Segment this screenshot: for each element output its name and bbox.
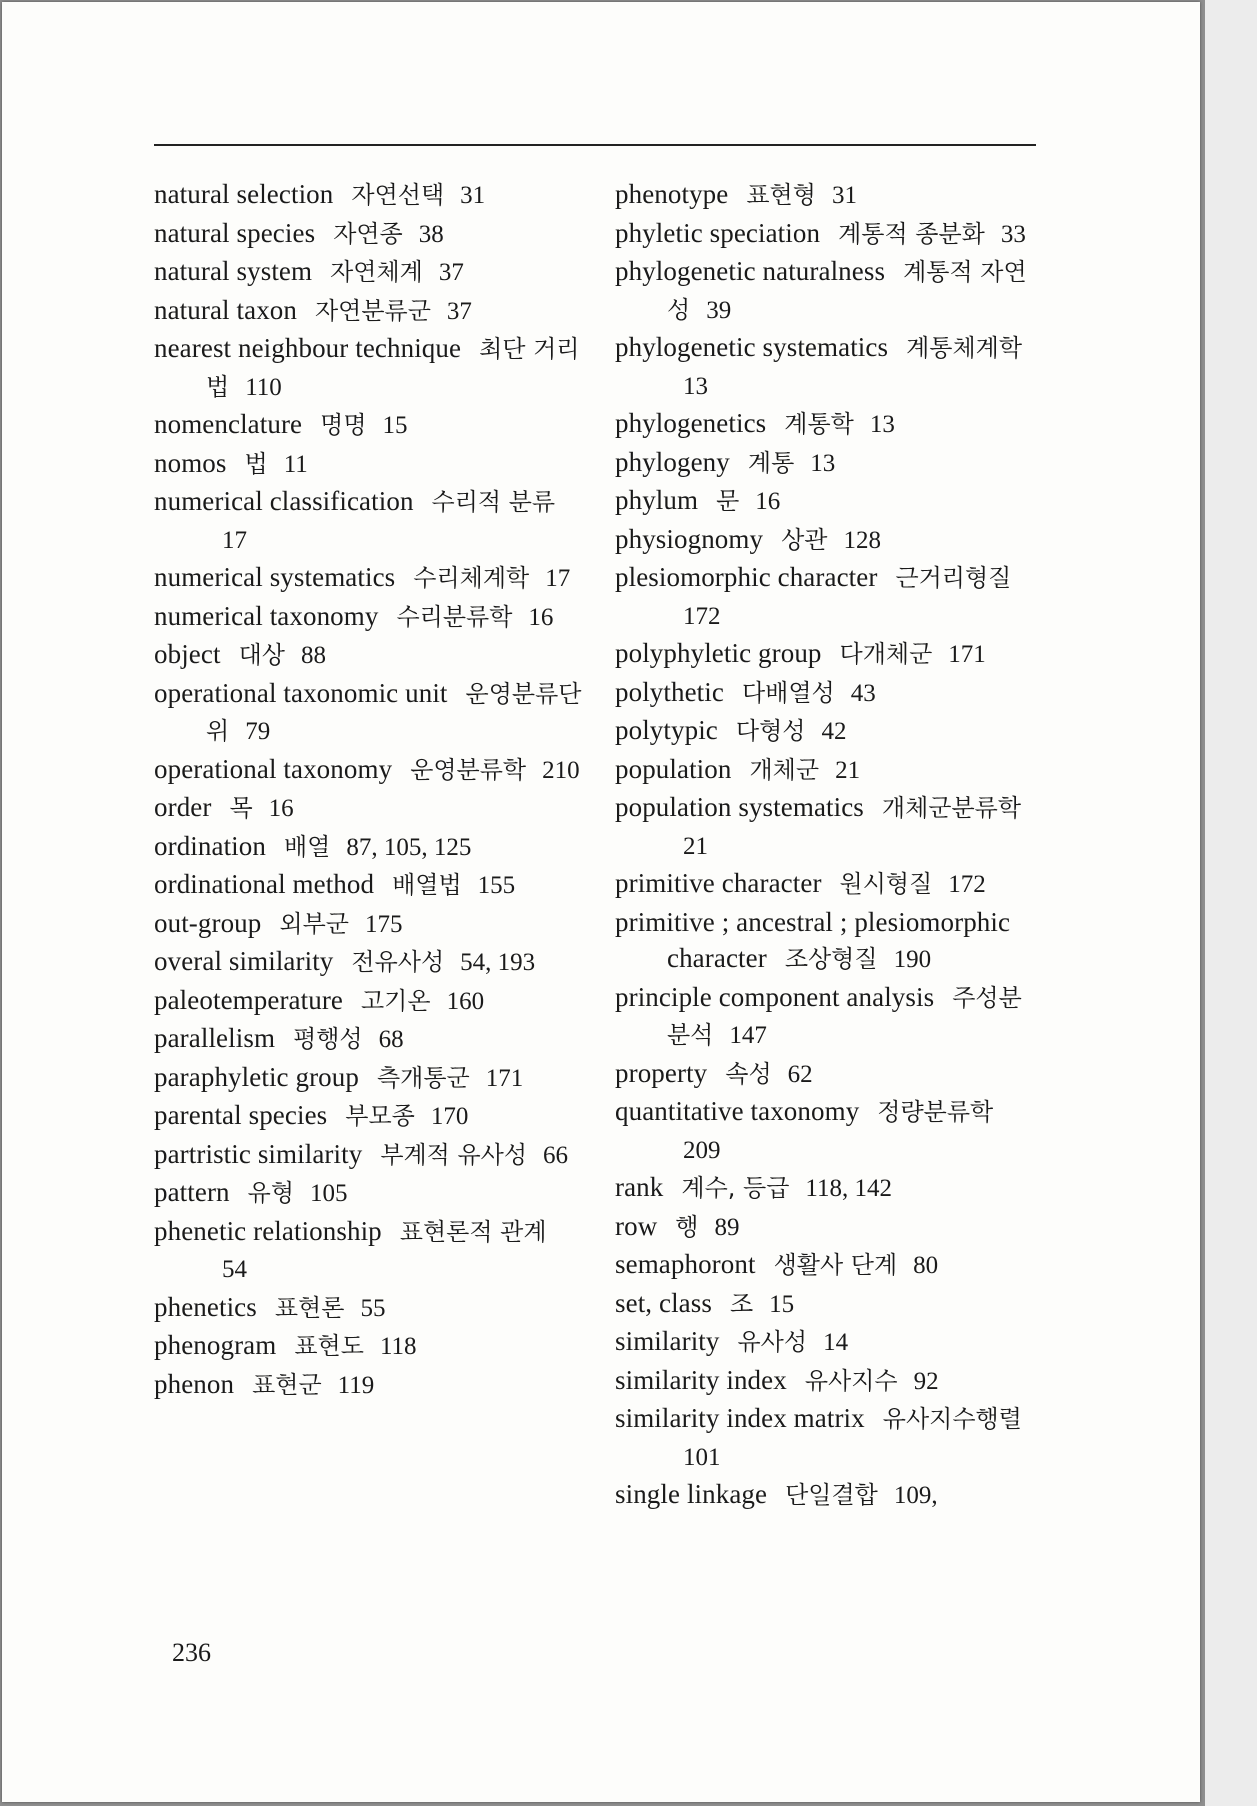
index-korean: 단일결합	[785, 1481, 878, 1509]
index-column-left	[154, 176, 584, 1404]
index-korean: 부계적 유사성	[380, 1140, 528, 1169]
index-term: primitive character	[615, 868, 822, 898]
index-pages: 119	[337, 1371, 375, 1399]
index-korean: 배열법	[392, 871, 462, 899]
index-korean: 자연분류군	[315, 296, 431, 325]
index-term: natural selection	[154, 179, 334, 209]
index-entry	[154, 905, 584, 944]
index-entry	[154, 982, 584, 1021]
index-entry	[615, 405, 1045, 444]
index-term: phyletic speciation	[615, 217, 821, 248]
index-pages: 43	[850, 679, 876, 707]
document-page	[2, 2, 1200, 1802]
index-term: phylogeny	[615, 446, 730, 477]
index-term: natural species	[154, 217, 316, 248]
index-term: population systematics	[615, 792, 864, 822]
index-entry	[615, 1323, 1045, 1362]
index-term: phylogenetic systematics	[615, 332, 889, 362]
index-term: physiognomy	[615, 523, 764, 554]
index-pages: 15	[382, 412, 408, 439]
index-korean: 유사지수	[804, 1366, 898, 1395]
index-korean: 정량분류학	[877, 1098, 994, 1126]
index-entry	[154, 943, 584, 982]
index-term: phylum	[615, 485, 699, 515]
index-entry	[615, 751, 1045, 790]
index-term: operational taxonomy	[154, 753, 393, 784]
index-korean: 수리분류학	[396, 602, 513, 631]
index-term: property	[615, 1057, 708, 1088]
index-term: primitive ; ancestral ; plesiomorphic character	[615, 906, 1011, 973]
index-entry	[615, 559, 1045, 635]
index-entry	[154, 176, 584, 215]
index-korean: 주성분 분석	[667, 983, 1022, 1049]
index-entry	[615, 674, 1045, 713]
index-korean: 표현형	[746, 181, 816, 209]
index-entry	[154, 1097, 584, 1136]
index-korean: 계통체계학	[906, 334, 1023, 362]
index-korean: 운영분류학	[410, 755, 527, 784]
index-term: quantitative taxonomy	[615, 1096, 860, 1126]
index-pages: 13	[683, 372, 708, 400]
index-korean: 유사지수행렬	[882, 1405, 1022, 1433]
index-pages: 105	[310, 1180, 348, 1207]
index-entry	[615, 1093, 1045, 1169]
index-korean: 표현군	[252, 1370, 322, 1399]
index-entry	[615, 865, 1045, 904]
page-number: 236	[172, 1638, 211, 1667]
index-korean: 다형성	[735, 717, 806, 745]
index-term: order	[154, 792, 212, 822]
index-entry	[615, 1362, 1045, 1401]
index-entry	[615, 176, 1045, 215]
index-entry	[615, 1476, 1045, 1515]
index-term: population	[615, 753, 732, 784]
index-pages: 147	[729, 1022, 767, 1049]
index-term: similarity index matrix	[615, 1403, 865, 1433]
index-entry	[615, 521, 1045, 560]
index-term: phenogram	[154, 1330, 277, 1360]
index-entry	[154, 1366, 584, 1405]
index-pages: 80	[913, 1252, 939, 1279]
index-pages: 101	[683, 1443, 721, 1471]
index-term: paleotemperature	[154, 984, 343, 1015]
index-term: set, class	[615, 1287, 712, 1318]
index-korean: 자연체계	[330, 258, 423, 286]
index-pages: 37	[438, 259, 464, 286]
index-korean: 자연종	[333, 219, 403, 248]
index-term: principle component analysis	[615, 981, 935, 1012]
index-korean: 전유사성	[351, 948, 445, 976]
index-entry	[154, 1059, 584, 1098]
index-pages: 62	[787, 1060, 813, 1088]
index-korean: 명명	[320, 411, 367, 439]
index-pages: 88	[300, 642, 326, 669]
index-korean: 외부군	[279, 909, 349, 938]
index-pages: 68	[378, 1026, 404, 1053]
scrollbar[interactable]	[1205, 0, 1257, 1806]
index-term: nomos	[154, 447, 227, 478]
index-korean: 원시형질	[839, 870, 933, 898]
index-entry	[615, 635, 1045, 674]
index-pages: 16	[528, 603, 554, 631]
index-pages: 33	[1000, 220, 1026, 248]
index-entry	[154, 406, 584, 445]
index-entry	[615, 1169, 1045, 1208]
index-pages: 14	[823, 1329, 849, 1356]
index-korean: 계통	[747, 448, 795, 477]
index-korean: 표현도	[294, 1332, 364, 1360]
index-korean: 대상	[238, 641, 285, 669]
index-term: parental species	[154, 1100, 328, 1130]
index-term: out-group	[154, 907, 262, 938]
index-pages: 55	[360, 1294, 386, 1322]
index-korean: 자연선택	[351, 181, 445, 209]
index-entry	[154, 559, 584, 598]
index-korean: 근거리형질	[895, 564, 1012, 592]
index-term: nearest neighbour technique	[154, 333, 462, 363]
index-pages: 89	[714, 1213, 740, 1241]
index-pages: 209	[683, 1136, 721, 1164]
index-term: natural system	[154, 256, 313, 286]
index-entry	[154, 292, 584, 331]
index-term: single linkage	[615, 1479, 768, 1509]
index-pages: 79	[245, 718, 271, 745]
index-korean: 고기온	[361, 986, 431, 1015]
index-entry	[154, 253, 584, 292]
index-pages: 31	[460, 182, 486, 209]
index-column-right	[615, 176, 1045, 1515]
index-korean: 상관	[781, 525, 828, 554]
index-term: polytypic	[615, 715, 718, 745]
index-pages: 160	[446, 987, 485, 1015]
index-pages: 172	[683, 602, 721, 630]
index-entry	[154, 636, 584, 675]
index-pages: 17	[222, 526, 247, 554]
index-term: operational taxonomic unit	[154, 677, 448, 708]
index-korean: 조상형질	[784, 945, 878, 973]
index-korean: 개체군분류학	[881, 794, 1022, 822]
index-pages: 66	[543, 1141, 569, 1169]
index-pages: 21	[683, 832, 708, 860]
index-term: pattern	[154, 1177, 230, 1207]
index-entry	[154, 483, 584, 559]
index-entry	[615, 1285, 1045, 1324]
index-korean: 개체군	[749, 755, 820, 784]
index-korean: 수리적 분류	[431, 488, 556, 516]
index-korean: 문	[716, 487, 740, 515]
index-entry	[615, 1400, 1045, 1476]
index-korean: 유형	[247, 1179, 295, 1207]
index-entry	[615, 712, 1045, 751]
index-term: semaphoront	[615, 1249, 756, 1279]
index-korean: 조	[729, 1289, 754, 1318]
index-pages: 39	[706, 296, 732, 324]
index-korean: 부모종	[345, 1102, 415, 1130]
index-korean: 다개체군	[839, 640, 933, 668]
index-entry	[154, 789, 584, 828]
index-pages: 109,	[893, 1482, 938, 1509]
index-term: phenotype	[615, 179, 729, 209]
index-pages: 171	[485, 1064, 524, 1092]
index-pages: 170	[430, 1103, 469, 1130]
index-term: numerical classification	[154, 486, 414, 516]
index-pages: 11	[283, 450, 308, 478]
index-entry	[154, 215, 584, 254]
index-pages: 37	[446, 297, 472, 325]
index-term: polythetic	[615, 676, 724, 707]
index-term: natural taxon	[154, 294, 297, 325]
index-term: object	[154, 639, 221, 669]
index-entry	[154, 1020, 584, 1059]
index-term: rank	[615, 1172, 664, 1202]
index-entry	[154, 1174, 584, 1213]
index-term: numerical taxonomy	[154, 600, 379, 631]
index-pages: 87, 105, 125	[346, 833, 472, 861]
index-korean: 측개통군	[376, 1063, 470, 1092]
index-pages: 171	[948, 641, 986, 668]
index-entry	[154, 675, 584, 751]
index-korean: 행	[675, 1212, 699, 1241]
index-korean: 운영분류단위	[206, 679, 582, 745]
index-korean: 최단 거리법	[206, 335, 580, 401]
index-entry	[154, 330, 584, 406]
index-pages: 118, 142	[805, 1175, 892, 1202]
index-term: partristic similarity	[154, 1138, 363, 1169]
index-pages: 190	[893, 946, 932, 973]
index-korean: 계통학	[784, 410, 854, 438]
index-term: similarity index	[615, 1364, 787, 1395]
index-pages: 16	[755, 488, 781, 515]
index-korean: 계통적 자연성	[667, 258, 1027, 324]
index-term: phenetic relationship	[154, 1215, 382, 1246]
index-entry	[615, 253, 1045, 329]
index-korean: 속성	[725, 1059, 772, 1088]
index-entry	[615, 329, 1045, 405]
header-rule	[154, 144, 1036, 146]
index-pages: 16	[268, 795, 294, 822]
index-pages: 17	[545, 565, 571, 592]
index-term: ordination	[154, 830, 266, 861]
index-korean: 목	[229, 794, 253, 822]
index-korean: 생활사 단계	[773, 1251, 898, 1279]
index-korean: 계수, 등급	[681, 1174, 790, 1202]
index-korean: 표현론	[274, 1293, 345, 1322]
index-korean: 계통적 종분화	[838, 219, 985, 248]
index-pages: 210	[542, 756, 580, 784]
index-pages: 38	[418, 220, 444, 248]
index-entry	[615, 904, 1045, 979]
index-pages: 118	[379, 1333, 417, 1360]
index-entry	[615, 444, 1045, 483]
index-pages: 31	[831, 182, 857, 209]
index-entry	[615, 1055, 1045, 1094]
index-pages: 54	[222, 1256, 247, 1283]
index-entry	[615, 1246, 1045, 1285]
index-pages: 42	[821, 718, 847, 745]
index-pages: 175	[364, 910, 403, 938]
index-pages: 92	[913, 1367, 939, 1395]
index-korean: 수리체계학	[413, 564, 530, 592]
index-entry	[154, 445, 584, 484]
index-pages: 13	[810, 449, 836, 477]
index-korean: 법	[244, 449, 268, 478]
index-entry	[154, 1213, 584, 1289]
index-term: phenetics	[154, 1291, 257, 1322]
index-term: plesiomorphic character	[615, 562, 878, 592]
index-term: numerical systematics	[154, 562, 396, 592]
index-term: overal similarity	[154, 946, 334, 976]
index-entry	[154, 1289, 584, 1328]
index-pages: 13	[869, 411, 895, 438]
index-korean: 유사성	[737, 1328, 808, 1356]
index-korean: 배열	[283, 832, 331, 861]
index-korean: 평행성	[293, 1025, 363, 1053]
index-pages: 21	[835, 756, 861, 784]
index-entry	[615, 1208, 1045, 1247]
index-term: phylogenetic naturalness	[615, 256, 886, 286]
index-entry	[615, 215, 1045, 254]
index-term: nomenclature	[154, 409, 303, 439]
index-term: paraphyletic group	[154, 1061, 359, 1092]
index-entry	[154, 598, 584, 637]
index-pages: 128	[843, 526, 881, 554]
index-entry	[154, 1327, 584, 1366]
index-korean: 다배열성	[741, 678, 835, 707]
index-term: phenon	[154, 1368, 235, 1399]
index-entry	[154, 866, 584, 905]
index-term: parallelism	[154, 1023, 276, 1053]
index-term: phylogenetics	[615, 408, 767, 438]
index-term: ordinational method	[154, 869, 375, 899]
index-term: polyphyletic group	[615, 638, 822, 668]
index-pages: 15	[769, 1290, 795, 1318]
index-entry	[154, 828, 584, 867]
index-entry	[615, 789, 1045, 865]
index-term: row	[615, 1210, 658, 1241]
index-entry	[615, 979, 1045, 1055]
index-entry	[154, 751, 584, 790]
index-pages: 110	[245, 373, 282, 401]
index-korean: 표현론적 관계	[399, 1217, 547, 1246]
index-term: similarity	[615, 1326, 720, 1356]
index-entry	[615, 482, 1045, 521]
index-pages: 155	[477, 872, 516, 899]
index-entry	[154, 1136, 584, 1175]
index-pages: 172	[948, 871, 986, 898]
index-pages: 54, 193	[460, 949, 536, 976]
